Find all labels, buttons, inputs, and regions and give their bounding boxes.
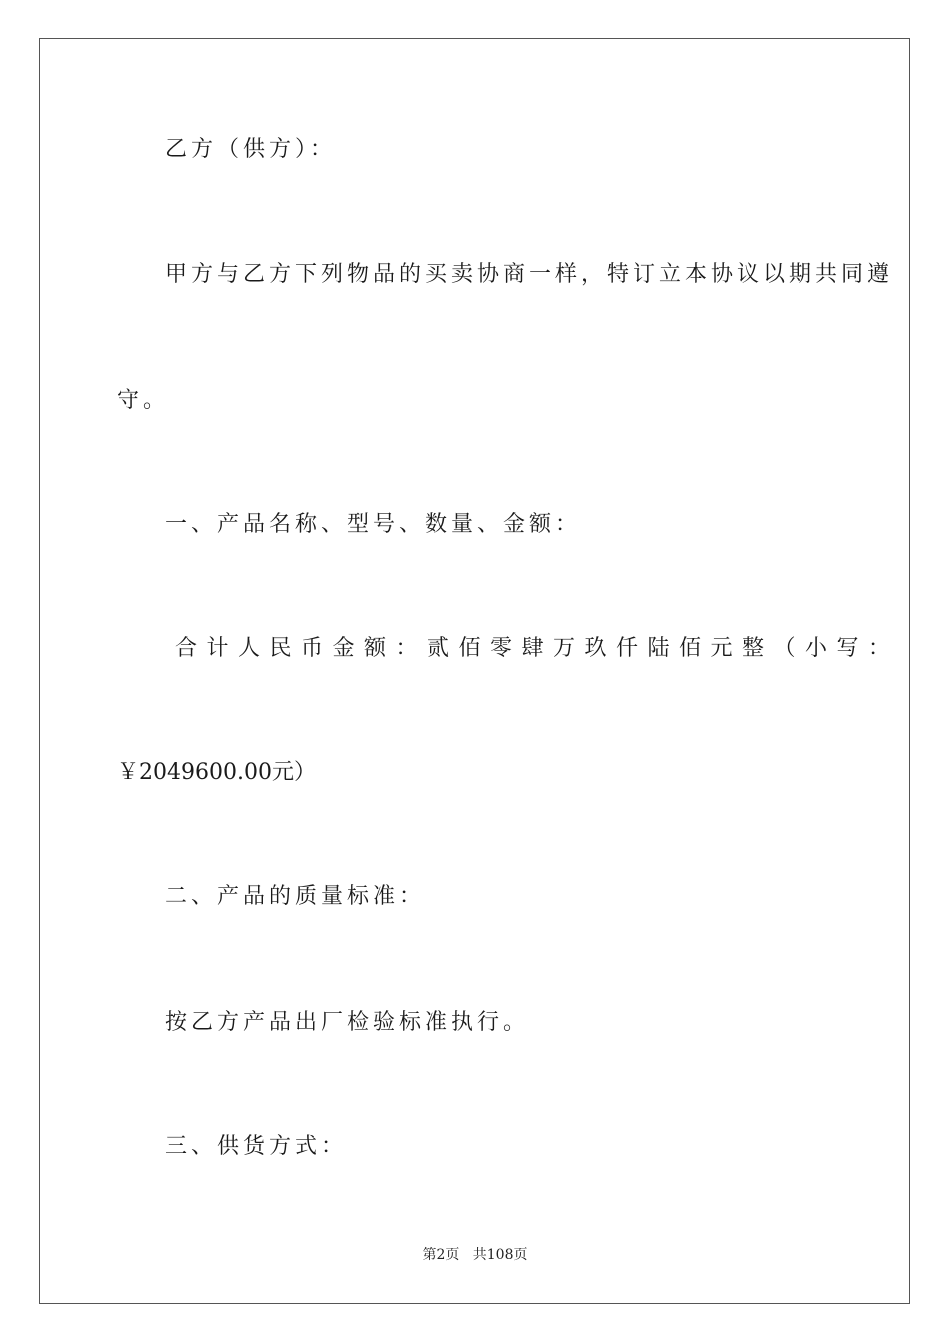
total-amount-line-1: 合计人民币金额：贰佰零肆万玖仟陆佰元整（小写：: [175, 636, 900, 661]
intro-line-1: 甲方与乙方下列物品的买卖协商一样，特订立本协议以期共同遵: [165, 262, 894, 287]
section-3-heading: 三、供货方式：: [165, 1134, 348, 1159]
total-amount-line-2: ￥2049600.00元）: [117, 760, 316, 785]
party-b-line: 乙方（供方）：: [165, 137, 337, 162]
intro-line-2: 守。: [117, 388, 170, 413]
page-footer: 第2页 共108页: [422, 1247, 528, 1263]
section-1-heading: 一、产品名称、型号、数量、金额：: [165, 512, 582, 537]
page-border: [39, 38, 910, 1304]
section-2-heading: 二、产品的质量标准：: [165, 884, 426, 909]
quality-standard-text: 按乙方产品出厂检验标准执行。: [165, 1010, 530, 1035]
